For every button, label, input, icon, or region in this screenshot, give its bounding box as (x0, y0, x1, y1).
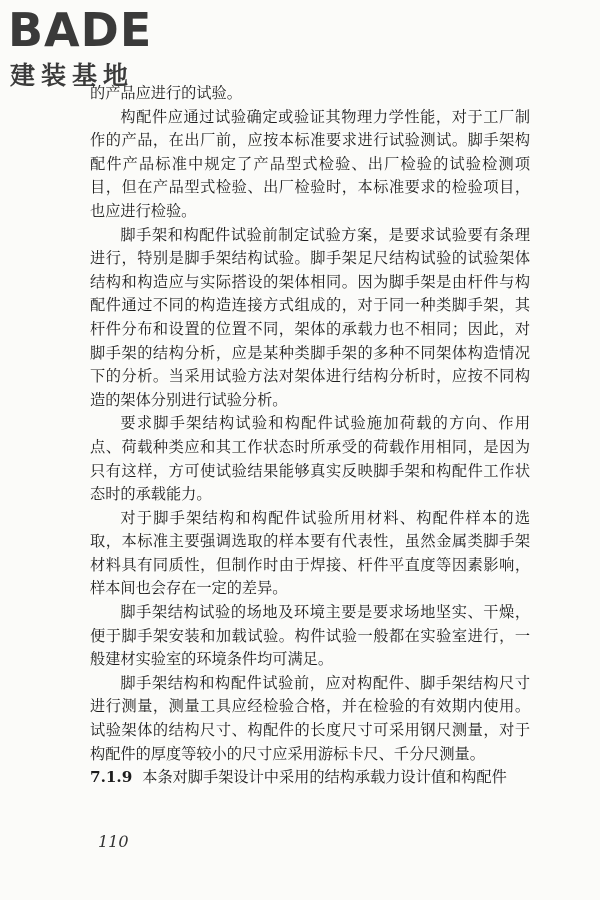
clause-paragraph (90, 766, 530, 790)
page-number: 110 (98, 832, 129, 851)
clause-text: 本条对脚手架设计中采用的结构承载力设计值和构配件 (142, 768, 507, 787)
paragraph: 对于脚手架结构和构配件试验所用材料、构配件样本的选取，本标准主要强调选取的样本要有代表性，虽然金属类脚手架材料具有同质性，但制作时由于焊接、杆件平直度等因素影响，样本间也会存在一定的差异。 (90, 508, 530, 598)
paragraph: 要求脚手架结构试验和构配件试验施加荷载的方向、作用点、荷载种类应和其工作状态时所承受的荷载作用相同，是因为只有这样，方可使试验结果能够真实反映脚手架和构配件工作状态时的承载能力。 (90, 414, 530, 504)
clause-number: 7.1.9 (90, 768, 133, 787)
paragraph: 脚手架结构和构配件试验前，应对构配件、脚手架结构尺寸进行测量，测量工具应经检验合格，并在检验的有效期内使用。试验架体的结构尺寸、构配件的长度尺寸可采用钢尺测量，对于构配件的厚度等较小的尺寸应采用游标卡尺、千分尺测量。 (90, 673, 530, 763)
paragraph-continuation: 的产品应进行的试验。 (90, 84, 242, 102)
paragraph: 脚手架和构配件试验前制定试验方案，是要求试验要有条理进行，特别是脚手架结构试验。脚手架足尺结构试验的试验架体结构和构造应与实际搭设的架体相同。因为脚手架是由杆件与构配件通过不同的构造连接方式组成的，对于同一种类脚手架，其杆件分布和设置的位置不同，架体的承载力也不相同；因此，对脚手架的结构分析，应是某种类脚手架的多种不同架体构造情况下的分析。当采用试验方法对架体进行结构分析时，应按不同构造的架体分别进行试验分析。 (90, 225, 530, 409)
logo-subtitle: 建装基地 (10, 61, 135, 90)
paragraph: 脚手架结构试验的场地及环境主要是要求场地坚实、干燥，便于脚手架安装和加载试验。构件试验一般都在实验室进行，一般建材实验室的环境条件均可满足。 (90, 603, 530, 669)
paragraph: 构配件应通过试验确定或验证其物理力学性能，对于工厂制作的产品，在出厂前，应按本标准要求进行试验测试。脚手架构配件产品标准中规定了产品型式检验、出厂检验的试验检测项目，但在产品型式检验、出厂检验时，本标准要求的检验项目，也应进行检验。 (90, 107, 530, 220)
logo-wordmark: BADE (8, 3, 153, 57)
body-text (90, 82, 530, 790)
